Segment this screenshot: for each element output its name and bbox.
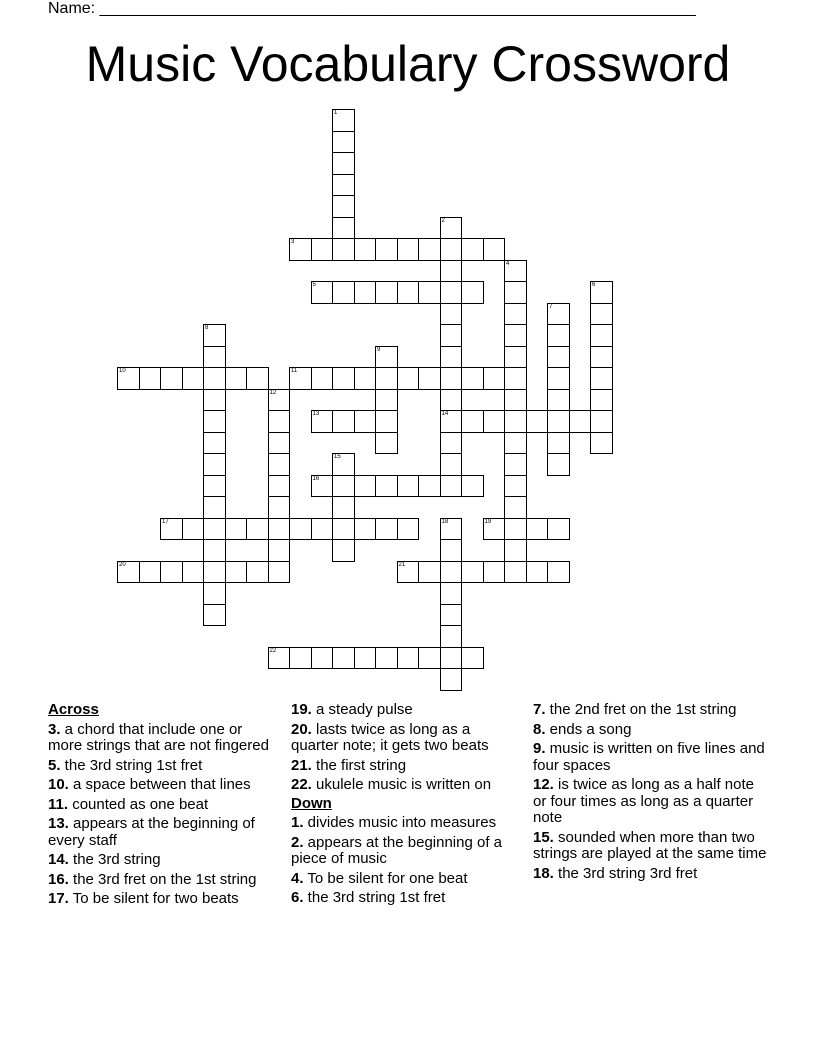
crossword-cell[interactable]	[332, 496, 355, 519]
crossword-cell[interactable]	[160, 367, 183, 390]
clue-number: 9.	[533, 740, 546, 757]
clue-item	[48, 816, 273, 849]
clues-column-1	[48, 702, 273, 911]
crossword-cell[interactable]	[311, 475, 334, 498]
name-field[interactable]: Name: ___________________________________________________________________	[48, 0, 696, 17]
crossword-cell[interactable]	[311, 647, 334, 670]
clue-text: the 2nd fret on the 1st string	[545, 701, 737, 718]
crossword-cell[interactable]	[332, 518, 355, 541]
crossword-cell[interactable]	[461, 367, 484, 390]
clue-item	[533, 777, 768, 827]
crossword-cell[interactable]	[354, 238, 377, 261]
clue-number: 11.	[48, 795, 69, 813]
crossword-cell[interactable]	[268, 647, 291, 670]
clue-text: a space between that lines	[68, 776, 251, 793]
crossword-cell[interactable]	[590, 389, 613, 412]
crossword-cell[interactable]	[504, 346, 527, 369]
crossword-cell[interactable]	[268, 453, 291, 476]
clue-text: the first string	[311, 756, 407, 774]
crossword-cell[interactable]	[203, 518, 226, 541]
crossword-cell[interactable]	[311, 367, 334, 390]
crossword-cell[interactable]	[397, 475, 420, 498]
crossword-cell[interactable]	[504, 260, 527, 283]
crossword-cell[interactable]	[203, 367, 226, 390]
crossword-cell[interactable]	[504, 475, 527, 498]
cell-number: 18	[441, 518, 449, 525]
crossword-cell[interactable]	[440, 604, 463, 627]
crossword-cell[interactable]	[569, 410, 592, 433]
clue-item	[48, 758, 273, 775]
cell-number: 15	[334, 454, 341, 460]
clue-item	[48, 891, 273, 908]
clue-text: appears at the beginning of a piece of music	[291, 833, 503, 867]
crossword-cell[interactable]	[440, 625, 463, 648]
crossword-cell[interactable]	[268, 539, 291, 562]
clue-text: appears at the beginning of every staff	[48, 815, 255, 849]
crossword-cell[interactable]	[483, 518, 506, 541]
clue-number: 14.	[48, 851, 69, 868]
cell-number: 9	[377, 346, 381, 353]
clue-item	[533, 702, 768, 719]
crossword-cell[interactable]	[440, 346, 463, 369]
crossword-cell[interactable]	[289, 367, 312, 390]
crossword-cell[interactable]	[203, 389, 226, 412]
crossword-cell[interactable]	[440, 668, 463, 691]
crossword-cell[interactable]	[440, 260, 463, 283]
crossword-cell[interactable]	[354, 367, 377, 390]
crossword-cell[interactable]	[289, 238, 312, 261]
crossword-cell[interactable]	[375, 367, 398, 390]
clue-text: To be silent for one beat	[303, 869, 468, 887]
crossword-cell[interactable]	[547, 561, 570, 584]
crossword-cell[interactable]	[590, 367, 613, 390]
clue-number: 13.	[48, 815, 69, 832]
crossword-cell[interactable]	[590, 432, 613, 455]
across-header: Across	[48, 701, 99, 718]
clue-item	[291, 815, 521, 832]
crossword-cell[interactable]	[246, 561, 269, 584]
crossword-cell[interactable]	[461, 475, 484, 498]
clue-item	[533, 722, 768, 739]
clue-item	[291, 722, 521, 755]
crossword-cell[interactable]	[332, 453, 355, 476]
clue-text: counted as one beat	[68, 795, 209, 813]
cell-number: 6	[592, 282, 596, 288]
clue-text: ukulele music is written on	[311, 776, 492, 793]
crossword-cell[interactable]	[440, 561, 463, 584]
crossword-cell[interactable]	[483, 367, 506, 390]
clues-column-3	[533, 702, 768, 885]
crossword-cell[interactable]	[375, 281, 398, 304]
crossword-cell[interactable]	[547, 453, 570, 476]
crossword-cell[interactable]	[225, 367, 248, 390]
clue-text: is twice as long as a half note or four times as long as a quarter note	[533, 776, 754, 826]
crossword-cell[interactable]	[160, 561, 183, 584]
crossword-cell[interactable]	[203, 539, 226, 562]
crossword-cell[interactable]	[375, 389, 398, 412]
crossword-cell[interactable]	[203, 453, 226, 476]
clue-text: the 3rd string 3rd fret	[553, 864, 698, 882]
crossword-cell[interactable]	[440, 475, 463, 498]
crossword-cell[interactable]	[268, 496, 291, 519]
cell-number: 20	[119, 561, 126, 568]
crossword-cell[interactable]	[418, 281, 441, 304]
clue-number: 16.	[48, 870, 69, 888]
crossword-cell[interactable]	[504, 518, 527, 541]
cell-number: 3	[291, 239, 295, 245]
crossword-cell[interactable]	[354, 518, 377, 541]
cell-number: 4	[506, 260, 510, 267]
crossword-cell[interactable]	[332, 281, 355, 304]
crossword-cell[interactable]	[375, 647, 398, 670]
cell-number: 1	[334, 110, 338, 116]
crossword-cell[interactable]	[375, 432, 398, 455]
crossword-cell[interactable]	[440, 238, 463, 261]
crossword-cell[interactable]	[440, 367, 463, 390]
clue-item	[291, 871, 521, 888]
crossword-cell[interactable]	[547, 346, 570, 369]
crossword-cell[interactable]	[418, 475, 441, 498]
clue-text: lasts twice as long as a quarter note; it gets two beats	[291, 720, 489, 754]
cell-number: 16	[312, 475, 320, 482]
crossword-cell[interactable]	[504, 453, 527, 476]
clue-item	[291, 835, 521, 868]
crossword-cell[interactable]	[504, 496, 527, 519]
crossword-cell[interactable]	[504, 410, 527, 433]
crossword-cell[interactable]	[332, 238, 355, 261]
clue-number: 1.	[291, 814, 304, 831]
clue-number: 4.	[291, 869, 304, 887]
crossword-cell[interactable]	[203, 604, 226, 627]
crossword-cell[interactable]	[397, 561, 420, 584]
clue-text: the 3rd fret on the 1st string	[68, 870, 257, 888]
crossword-cell[interactable]	[203, 432, 226, 455]
clue-number: 10.	[48, 776, 69, 793]
clue-item	[291, 702, 521, 719]
crossword-cell[interactable]	[332, 109, 355, 132]
clue-text: a chord that include one or more strings that are not fingered	[48, 720, 269, 754]
clue-text: a steady pulse	[311, 701, 413, 718]
crossword-cell[interactable]	[139, 561, 162, 584]
crossword-cell[interactable]	[504, 324, 527, 347]
crossword-cell[interactable]	[483, 410, 506, 433]
crossword-cell[interactable]	[461, 281, 484, 304]
crossword-cell[interactable]	[332, 539, 355, 562]
crossword-cell[interactable]	[397, 518, 420, 541]
clue-number: 8.	[533, 720, 546, 738]
clue-number: 6.	[291, 889, 304, 906]
crossword-cell[interactable]	[504, 539, 527, 562]
cell-number: 17	[162, 518, 169, 525]
crossword-cell[interactable]	[182, 367, 205, 390]
clue-number: 18.	[533, 864, 554, 882]
crossword-cell[interactable]	[483, 238, 506, 261]
cell-number: 21	[398, 561, 406, 568]
clue-number: 15.	[533, 828, 554, 846]
clue-text: the 3rd string 1st fret	[303, 889, 446, 906]
clue-text: To be silent for two beats	[68, 890, 239, 907]
crossword-cell[interactable]	[547, 324, 570, 347]
clue-number: 12.	[533, 776, 554, 793]
crossword-cell[interactable]	[311, 281, 334, 304]
clue-number: 7.	[533, 701, 546, 718]
crossword-cell[interactable]	[375, 518, 398, 541]
clue-number: 22.	[291, 776, 312, 793]
crossword-cell[interactable]	[461, 561, 484, 584]
cell-number: 11	[291, 368, 298, 374]
crossword-cell[interactable]	[332, 475, 355, 498]
crossword-cell[interactable]	[440, 518, 463, 541]
crossword-cell[interactable]	[332, 367, 355, 390]
cell-number: 14	[441, 411, 449, 417]
crossword-cell[interactable]	[268, 518, 291, 541]
crossword-cell[interactable]	[289, 647, 312, 670]
clue-text: music is written on five lines and four spaces	[533, 740, 765, 774]
crossword-cell[interactable]	[375, 475, 398, 498]
crossword-cell[interactable]	[332, 410, 355, 433]
crossword-cell[interactable]	[332, 195, 355, 218]
crossword-cell[interactable]	[547, 518, 570, 541]
cell-number: 7	[549, 303, 553, 310]
cell-number: 8	[205, 325, 209, 331]
crossword-cell[interactable]	[332, 152, 355, 175]
clue-item	[533, 866, 768, 883]
crossword-cell[interactable]	[590, 281, 613, 304]
crossword-cell[interactable]	[311, 518, 334, 541]
crossword-cell[interactable]	[397, 238, 420, 261]
crossword-cell[interactable]	[225, 561, 248, 584]
crossword-cell[interactable]	[504, 281, 527, 304]
crossword-cell[interactable]	[246, 518, 269, 541]
crossword-cell[interactable]	[397, 367, 420, 390]
crossword-cell[interactable]	[268, 410, 291, 433]
crossword-cell[interactable]	[203, 324, 226, 347]
crossword-cell[interactable]	[203, 346, 226, 369]
crossword-cell[interactable]	[418, 647, 441, 670]
cell-number: 22	[269, 647, 277, 654]
crossword-cell[interactable]	[461, 647, 484, 670]
crossword-cell[interactable]	[268, 389, 291, 412]
crossword-cell[interactable]	[547, 367, 570, 390]
crossword-cell[interactable]	[354, 647, 377, 670]
crossword-cell[interactable]	[440, 324, 463, 347]
clue-number: 17.	[48, 890, 69, 907]
crossword-cell[interactable]	[526, 561, 549, 584]
page-title: Music Vocabulary Crossword	[85, 36, 731, 92]
crossword-cell[interactable]	[504, 389, 527, 412]
crossword-cell[interactable]	[225, 518, 248, 541]
crossword-cell[interactable]	[483, 561, 506, 584]
crossword-cell[interactable]	[461, 238, 484, 261]
cell-number: 19	[484, 518, 492, 525]
clue-item	[48, 722, 273, 755]
crossword-cell[interactable]	[504, 561, 527, 584]
down-header: Down	[291, 794, 332, 812]
cell-number: 12	[269, 389, 277, 396]
clue-text: the 3rd string 1st fret	[60, 756, 203, 774]
crossword-cell[interactable]	[440, 582, 463, 605]
crossword-cell[interactable]	[203, 475, 226, 498]
clue-number: 2.	[291, 833, 304, 851]
clue-text: ends a song	[545, 720, 632, 738]
crossword-cell[interactable]	[440, 303, 463, 326]
crossword-cell[interactable]	[268, 561, 291, 584]
crossword-cell[interactable]	[268, 432, 291, 455]
crossword-cell[interactable]	[203, 410, 226, 433]
crossword-cell[interactable]	[397, 281, 420, 304]
crossword-cell[interactable]	[375, 238, 398, 261]
crossword-cell[interactable]	[440, 647, 463, 670]
crossword-cell[interactable]	[590, 324, 613, 347]
cell-number: 5	[312, 282, 316, 288]
crossword-cell[interactable]	[182, 518, 205, 541]
clue-item	[291, 758, 521, 775]
clue-item	[291, 777, 521, 794]
crossword-cell[interactable]	[117, 561, 140, 584]
crossword-cell[interactable]	[418, 238, 441, 261]
crossword-cell[interactable]	[332, 217, 355, 240]
crossword-cell[interactable]	[354, 281, 377, 304]
crossword-cell[interactable]	[590, 410, 613, 433]
crossword-cell[interactable]	[440, 432, 463, 455]
crossword-cell[interactable]	[289, 518, 312, 541]
crossword-cell[interactable]	[440, 217, 463, 240]
crossword-cell[interactable]	[504, 303, 527, 326]
crossword-cell[interactable]	[311, 410, 334, 433]
clue-item	[48, 852, 273, 869]
crossword-cell[interactable]	[547, 432, 570, 455]
clue-number: 19.	[291, 701, 312, 718]
clue-item	[533, 830, 768, 863]
crossword-cell[interactable]	[354, 410, 377, 433]
crossword-cell[interactable]	[547, 389, 570, 412]
crossword-cell[interactable]	[440, 281, 463, 304]
crossword-cell[interactable]	[526, 410, 549, 433]
clue-item	[533, 741, 768, 774]
crossword-cell[interactable]	[160, 518, 183, 541]
crossword-cell[interactable]	[332, 174, 355, 197]
crossword-cell[interactable]	[182, 561, 205, 584]
crossword-cell[interactable]	[311, 238, 334, 261]
crossword-cell[interactable]	[590, 303, 613, 326]
clue-item	[48, 872, 273, 889]
crossword-cell[interactable]	[418, 561, 441, 584]
crossword-cell[interactable]	[461, 410, 484, 433]
cell-number: 13	[312, 411, 320, 417]
crossword-cell[interactable]	[397, 647, 420, 670]
crossword-cell[interactable]	[547, 410, 570, 433]
cell-number: 10	[119, 368, 126, 374]
crossword-cell[interactable]	[440, 389, 463, 412]
clue-number: 3.	[48, 720, 61, 738]
crossword-cell[interactable]	[268, 475, 291, 498]
crossword-cell[interactable]	[440, 410, 463, 433]
clue-item	[291, 890, 521, 907]
crossword-cell[interactable]	[504, 367, 527, 390]
crossword-cell[interactable]	[590, 346, 613, 369]
crossword-cell[interactable]	[547, 303, 570, 326]
clue-item	[48, 797, 273, 814]
crossword-cell[interactable]	[526, 518, 549, 541]
crossword-cell[interactable]	[203, 561, 226, 584]
crossword-cell[interactable]	[504, 432, 527, 455]
crossword-cell[interactable]	[139, 367, 162, 390]
crossword-cell[interactable]	[203, 496, 226, 519]
crossword-cell[interactable]	[117, 367, 140, 390]
clue-number: 21.	[291, 756, 312, 774]
crossword-cell[interactable]	[418, 367, 441, 390]
cell-number: 2	[441, 217, 445, 224]
crossword-cell[interactable]	[246, 367, 269, 390]
crossword-cell[interactable]	[375, 346, 398, 369]
crossword-cell[interactable]	[332, 131, 355, 154]
clue-number: 5.	[48, 756, 61, 774]
clue-text: sounded when more than two strings are played at the same time	[533, 828, 767, 862]
crossword-cell[interactable]	[354, 475, 377, 498]
crossword-cell[interactable]	[440, 539, 463, 562]
clue-text: divides music into measures	[303, 814, 497, 831]
clue-number: 20.	[291, 720, 312, 738]
crossword-cell[interactable]	[203, 582, 226, 605]
clues-column-2	[291, 702, 521, 910]
clue-item	[48, 777, 273, 794]
crossword-cell[interactable]	[375, 410, 398, 433]
clue-text: the 3rd string	[68, 851, 161, 868]
crossword-cell[interactable]	[332, 647, 355, 670]
crossword-cell[interactable]	[440, 453, 463, 476]
